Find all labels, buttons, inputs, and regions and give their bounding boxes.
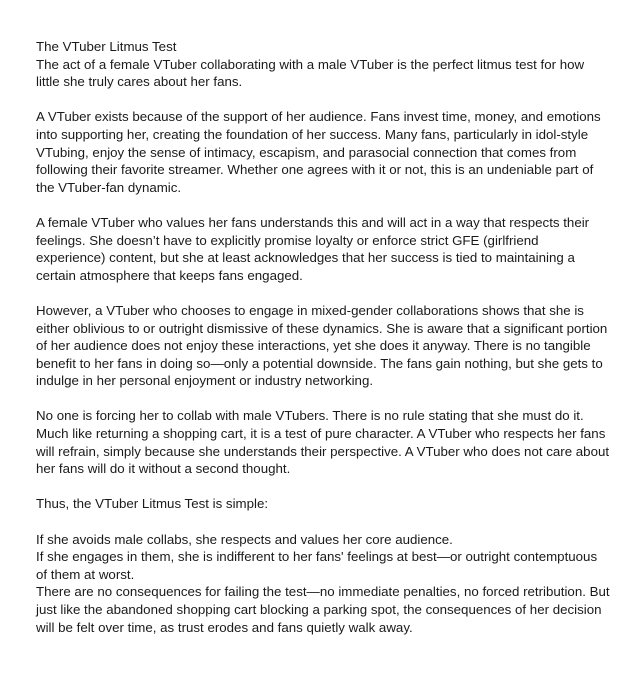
conclusion-block (36, 531, 614, 637)
paragraph-3: However, a VTuber who chooses to engage in mixed-gender collaborations shows that she is either oblivious to or outright dismissive of these dynamics. She is aware that a significant portion of her audience does not enjoy these interactions, yet she does it anyway. There is no tangible benefit to her fans in doing so—only a potential downside. The fans gain nothing, but she gets to indulge in her personal enjoyment or industry networking. (36, 302, 608, 389)
paragraph-5: Thus, the VTuber Litmus Test is simple: (36, 496, 269, 512)
paragraph-4: No one is forcing her to collab with male VTubers. There is no rule stating that she must do it. Much like returning a shopping cart, it is a test of pure character. A VTuber who respects her fans will refrain, simply because she understands their perspective. A VTuber who does not care about her fans will do it without a second thought. (36, 408, 610, 477)
document-body (36, 38, 614, 636)
paragraph-2: A female VTuber who values her fans understands this and will act in a way that respects their feelings. She doesn’t have to explicitly promise loyalty or enforce strict GFE (girlfriend experience) content, but she at least acknowledges that her success is tied to maintaining a certain atmosphere that keeps fans engaged. (36, 214, 590, 283)
paragraph-1: A VTuber exists because of the support of her audience. Fans invest time, money, and emotions into supporting her, creating the foundation of her success. Many fans, particularly in idol-style VTubing, enjoy the sense of intimacy, escapism, and parasocial connection that comes from following their favorite streamer. Whether one agrees with it or not, this is an undeniable part of the VTuber-fan dynamic. (36, 109, 601, 195)
title-block (36, 38, 611, 91)
conclusion-line-3: There are no consequences for failing the test—no immediate penalties, no forced retribution. But just like the abandoned shopping cart blocking a parking spot, the consequences of her decision will be felt over time, as trust erodes and fans quietly walk away. (36, 584, 614, 635)
intro-paragraph: The act of a female VTuber collaborating with a male VTuber is the perfect litmus test for how little she truly cares about her fans. (36, 56, 588, 90)
conclusion-line-2: If she engages in them, she is indifferent to her fans' feelings at best—or outright contemptuous of them at worst. (36, 549, 601, 582)
document-title: The VTuber Litmus Test (36, 39, 177, 54)
conclusion-line-1: If she avoids male collabs, she respects and values her core audience. (36, 531, 453, 547)
